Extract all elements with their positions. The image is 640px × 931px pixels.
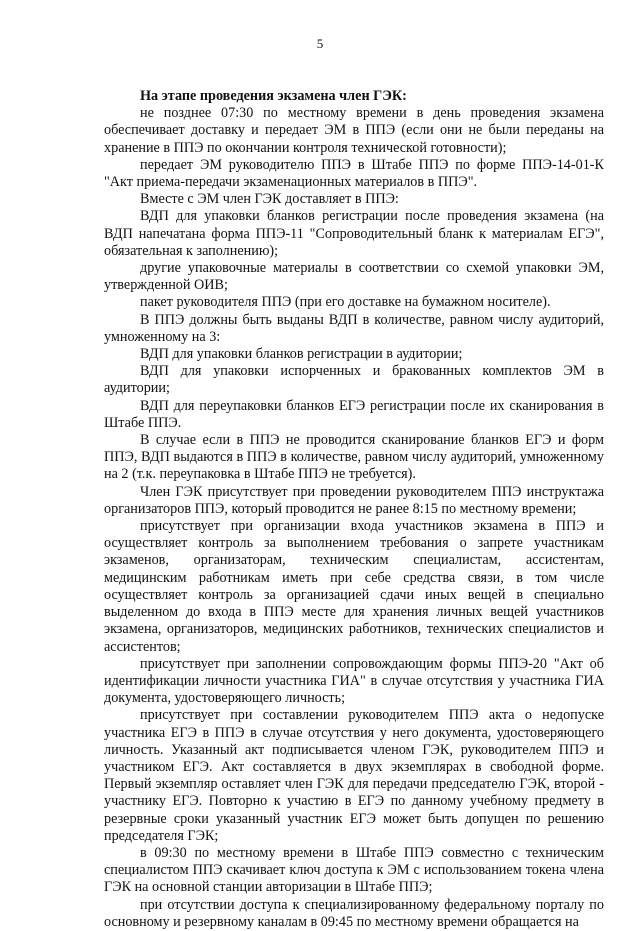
paragraph: другие упаковочные материалы в соответствии со схемой упаковки ЭМ, утвержденной ОИВ;: [104, 260, 604, 294]
paragraph: ВДП для упаковки бланков регистрации после проведения экзамена (на ВДП напечатана форма ППЭ-11 "Сопроводительный бланк к материалам ЕГЭ", обязательная к заполнению);: [104, 208, 604, 259]
paragraph: присутствует при составлении руководителем ППЭ акта о недопуске участника ЕГЭ в ППЭ в случае отсутствия у него документа, удостоверяющего личность. Указанный акт подписывается членом ГЭК, руководителем ППЭ и участником ЕГЭ. Акт составляется в двух экземплярах в свободной форме. Первый экземпляр оставляет член ГЭК для передачи председателю ГЭК, второй - участнику ЕГЭ. Повторно к участию в ЕГЭ по данному учебному предмету в резервные сроки указанный участник ЕГЭ может быть допущен по решению председателя ГЭК;: [104, 707, 604, 844]
page-number: 5: [316, 36, 324, 51]
paragraph: при отсутствии доступа к специализированному федеральному порталу по основному и резервному каналам в 09:45 по местному времени обращается на: [104, 896, 604, 930]
paragraph: присутствует при заполнении сопровождающим формы ППЭ-20 "Акт об идентификации личности участника ГИА" в случае отсутствия у участника ГИА документа, удостоверяющего личность;: [104, 655, 604, 707]
paragraph: в 09:30 по местному времени в Штабе ППЭ совместно с техническим специалистом ППЭ скачивает ключ доступа к ЭМ с использованием токена члена ГЭК на основной станции авторизации в Штабе ППЭ;: [104, 844, 604, 896]
paragraph: В ППЭ должны быть выданы ВДП в количестве, равном числу аудиторий, умноженному на 3:: [104, 311, 604, 345]
document-body: [104, 105, 604, 931]
paragraph: Вместе с ЭМ член ГЭК доставляет в ППЭ:: [140, 191, 399, 208]
paragraph: ВДП для упаковки испорченных и бракованных комплектов ЭМ в аудитории;: [104, 363, 604, 397]
paragraph: Член ГЭК присутствует при проведении руководителем ППЭ инструктажа организаторов ППЭ, который проводится не ранее 8:15 по местному времени;: [104, 483, 604, 517]
paragraph: передает ЭМ руководителю ППЭ в Штабе ППЭ по форме ППЭ-14-01-К "Акт приема-передачи экзаменационных материалов в ППЭ".: [104, 156, 604, 191]
paragraph: В случае если в ППЭ не проводится сканирование бланков ЕГЭ и форм ППЭ, ВДП выдаются в ППЭ в количестве, равном числу аудиторий, умноженному на 2 (т.к. переупаковка в Штабе ППЭ не требуется).: [104, 432, 604, 483]
paragraph: ВДП для упаковки бланков регистрации в аудитории;: [140, 346, 463, 363]
paragraph: ВДП для переупаковки бланков ЕГЭ регистрации после их сканирования в Штабе ППЭ.: [104, 397, 604, 431]
paragraph: не позднее 07:30 по местному времени в день проведения экзамена обеспечивает доставку и передает ЭМ в ППЭ (если они не были переданы на хранение в ППЭ по окончании контроля технической готовности);: [104, 105, 604, 156]
paragraph: пакет руководителя ППЭ (при его доставке на бумажном носителе).: [140, 294, 551, 311]
paragraph: присутствует при организации входа участников экзамена в ППЭ и осуществляет контроль за выполнением требования о запрете участникам экзаменов, организаторам, техническим специалистам, ассистентам, медицинским работникам иметь при себе средства связи, в том числе осуществляет контроль за организацией сдачи иных вещей в специально выделенном до входа в ППЭ месте для хранения личных вещей участников экзамена, организаторов, медицинских работников, технических специалистов и ассистентов;: [104, 518, 604, 655]
section-heading: На этапе проведения экзамена член ГЭК:: [140, 88, 407, 104]
